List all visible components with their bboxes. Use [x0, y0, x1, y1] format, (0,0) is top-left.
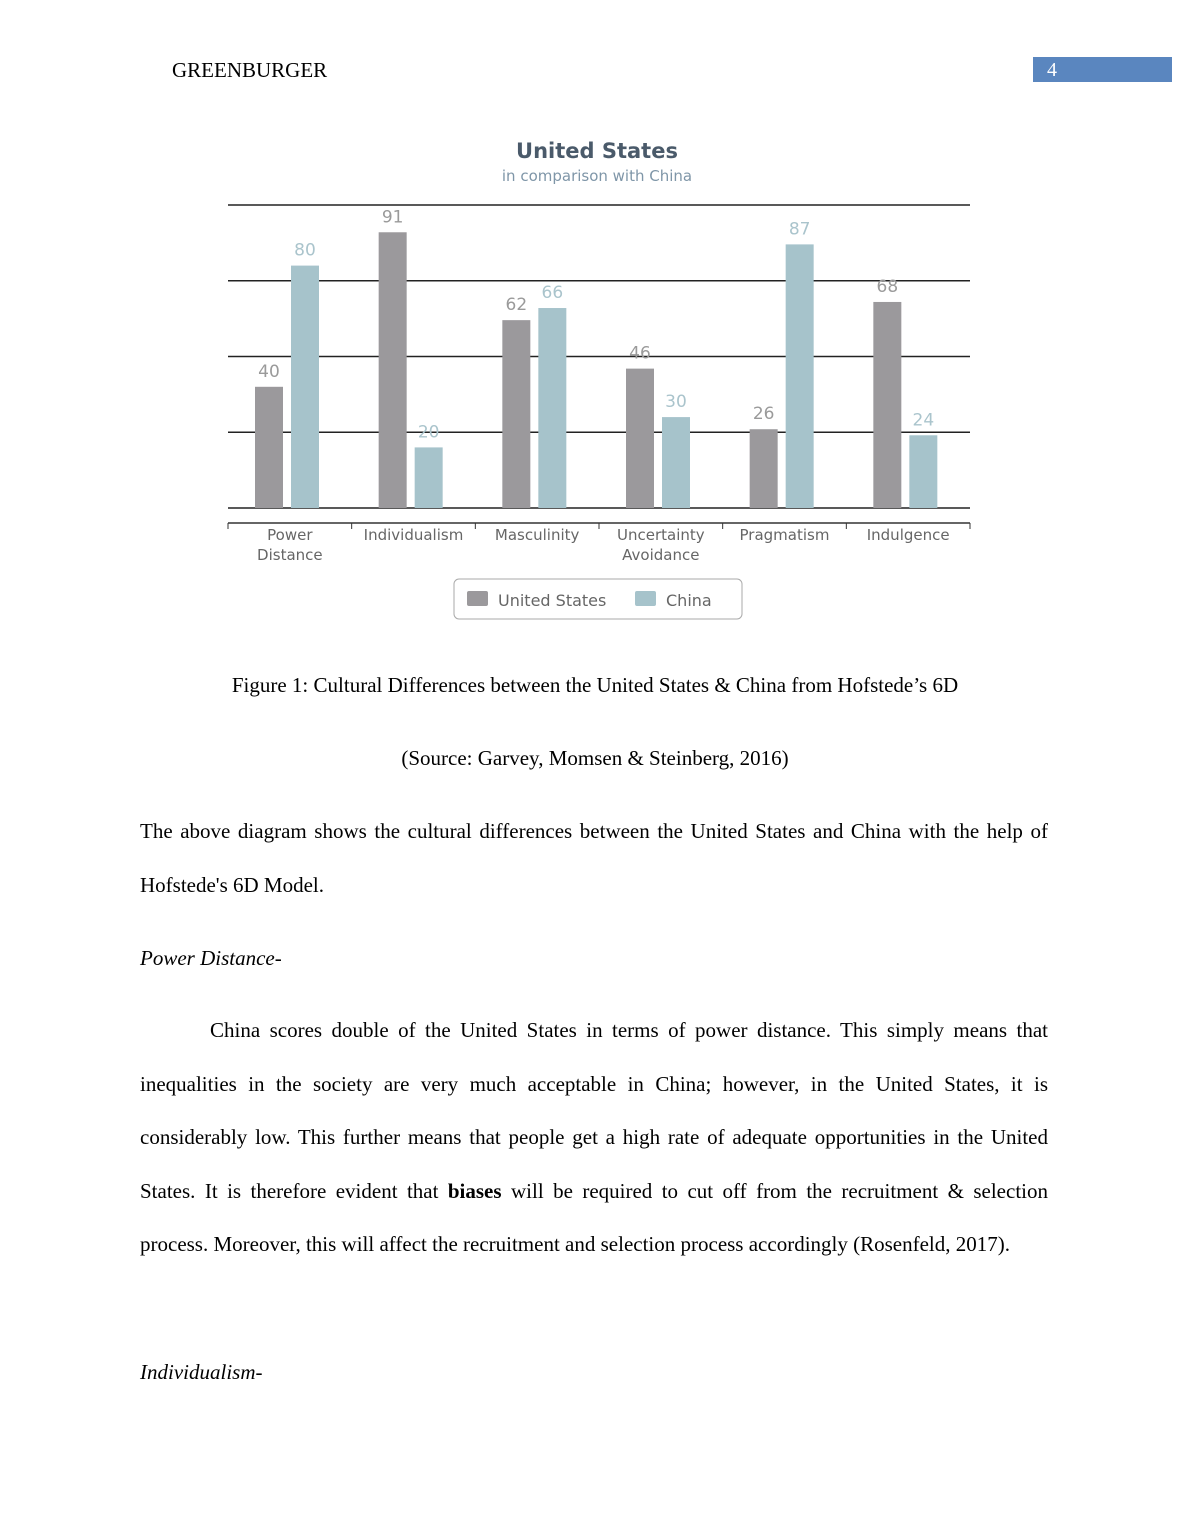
heading-power-distance: Power Distance- [140, 946, 282, 970]
bar-united-states [255, 387, 283, 508]
bold-term: biases [447, 1178, 502, 1203]
x-tick-label: Individualism [363, 526, 464, 544]
data-label: 40 [258, 361, 280, 382]
bar-united-states [626, 369, 654, 508]
chart-subtitle: in comparison with China [501, 167, 693, 185]
intro-paragraph: The above diagram shows the cultural differences between the United States and China with the help of Hofstede's 6D Model. [140, 819, 1048, 897]
paragraph-text: will be required to cut off from the recruitment & selection process. Moreover, this will affect the recruitment and selection process accordingly (Rosenfeld, 2017). [140, 1178, 1048, 1257]
heading-individualism: Individualism- [140, 1360, 263, 1384]
data-label: 80 [294, 240, 316, 261]
bar-chart [220, 130, 980, 630]
bar-china [415, 447, 443, 508]
page-number: 4 [1033, 57, 1172, 82]
legend-label-china: China [666, 591, 712, 610]
legend-swatch-china [635, 591, 656, 606]
bar-china [909, 435, 937, 508]
figure-source: (Source: Garvey, Momsen & Steinberg, 2016) [401, 746, 789, 770]
bar-united-states [502, 320, 530, 508]
chart-legend [454, 579, 742, 619]
data-label: 66 [541, 283, 564, 304]
data-label: 24 [912, 410, 935, 431]
running-head: GREENBURGER [172, 58, 328, 82]
bar-united-states [873, 302, 901, 508]
bar-china [291, 266, 319, 508]
figure-caption: Figure 1: Cultural Differences between the United States & China from Hofstede’s 6D [231, 673, 959, 697]
legend-label-united-states: United States [498, 591, 607, 610]
data-label: 26 [752, 404, 775, 425]
data-label: 20 [417, 422, 440, 443]
x-tick-label: Uncertainty [617, 526, 705, 544]
data-label: 87 [788, 219, 811, 240]
paragraph-text: China scores double of the United States in terms of power distance. This simply means that inequalities in the society are very much acceptable in China; however, in the United States, it is considerably low. This further means that people get a high rate of adequate opportunities in the United States. It is therefore evident that [140, 1018, 1048, 1203]
bar-china [538, 308, 566, 508]
chart-title: United States [516, 139, 678, 163]
data-label: 30 [665, 392, 687, 413]
x-tick-label: Indulgence [866, 526, 950, 544]
x-tick-label: Avoidance [622, 546, 700, 564]
data-label: 62 [505, 295, 528, 316]
x-tick-label: Power [267, 526, 313, 544]
legend-swatch-united-states [467, 591, 488, 606]
data-label: 91 [381, 207, 404, 228]
x-tick-label: Distance [257, 546, 323, 564]
x-tick-label: Pragmatism [739, 526, 830, 544]
bar-united-states [750, 429, 778, 508]
x-tick-label: Masculinity [494, 526, 580, 544]
bar-china [662, 417, 690, 508]
bar-china [786, 244, 814, 508]
data-label: 46 [629, 343, 651, 364]
bar-united-states [379, 232, 407, 508]
power-distance-paragraph [140, 1004, 1048, 1272]
data-label: 68 [876, 276, 899, 297]
